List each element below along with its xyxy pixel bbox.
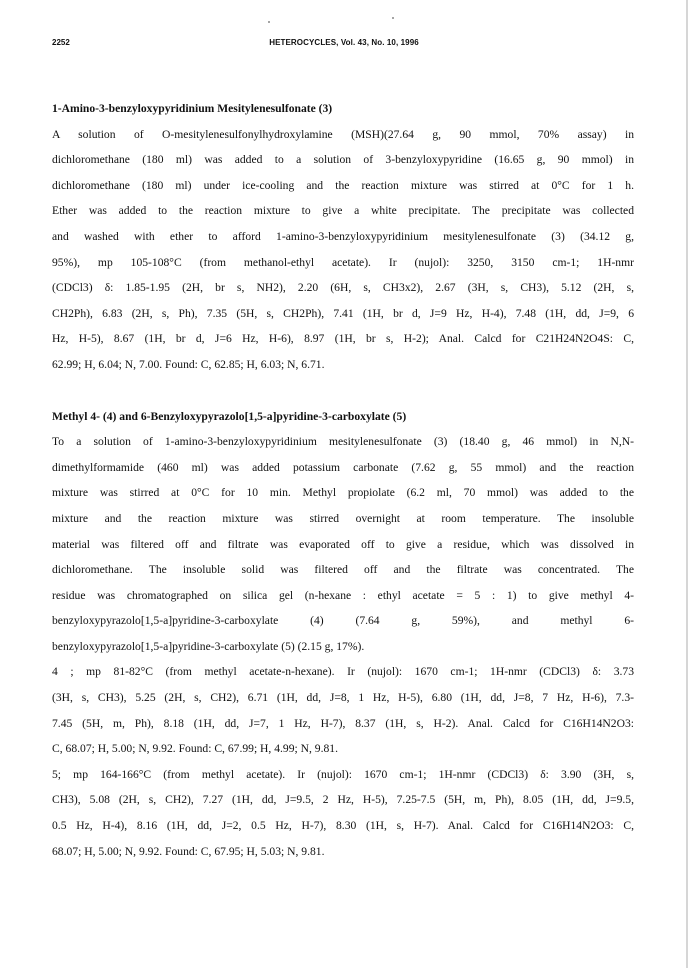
- paragraph-line: mixture was stirred at 0°C for 10 min. Methyl propiolate (6.2 ml, 70 mmol) was added to the: [52, 486, 634, 500]
- paragraph-line: dimethylformamide (460 ml) was added potassium carbonate (7.62 g, 55 mmol) and the reaction: [52, 460, 634, 474]
- paragraph-line: material was filtered off and filtrate was evaporated off to give a residue, which was dissolved in: [52, 537, 634, 551]
- paragraph-line: CH3), 5.08 (2H, s, CH2), 7.27 (1H, dd, J=9.5, 2 Hz, H-5), 7.25-7.5 (5H, m, Ph), 8.05 (1H, dd, J=9.5,: [52, 793, 634, 807]
- section-compound-3: [52, 96, 634, 378]
- paragraph-line: To a solution of 1-amino-3-benzyloxypyridinium mesitylenesulfonate (3) (18.40 g, 46 mmol) in N,N-: [52, 435, 634, 449]
- journal-citation: HETEROCYCLES, Vol. 43, No. 10, 1996: [269, 38, 419, 47]
- running-header: [52, 38, 636, 52]
- paragraph-line: and washed with ether to afford 1-amino-3-benzyloxypyridinium mesitylenesulfonate (3) (34.12 g,: [52, 229, 634, 243]
- paragraph-line: CH2Ph), 6.83 (2H, s, Ph), 7.35 (5H, s, CH2Ph), 7.41 (1H, br d, J=9 Hz, H-4), 7.48 (1H, dd, J=9, 6: [52, 306, 634, 320]
- paragraph-line: dichloromethane (180 ml) under ice-cooling and the reaction mixture was stirred at 0°C for 1 h.: [52, 178, 634, 192]
- paragraph-line: benzyloxypyrazolo[1,5-a]pyridine-3-carboxylate (5) (2.15 g, 17%).: [52, 639, 365, 653]
- paragraph-line: 0.5 Hz, H-4), 8.16 (1H, dd, J=2, 0.5 Hz, H-7), 8.30 (1H, s, H-7). Anal. Calcd for C16H14N2O3: C,: [52, 819, 634, 833]
- section-title: 1-Amino-3-benzyloxypyridinium Mesitylenesulfonate (3): [52, 102, 333, 115]
- paragraph-line: dichloromethane (180 ml) was added to a solution of 3-benzyloxypyridine (16.65 g, 90 mmol) in: [52, 153, 634, 167]
- paragraph-line: (3H, s, CH3), 5.25 (2H, s, CH2), 6.71 (1H, dd, J=8, 1 Hz, H-5), 6.80 (1H, dd, J=8, 7 Hz, H-6), 7.3-: [52, 691, 634, 705]
- paragraph-line: mixture and the reaction mixture was stirred overnight at room temperature. The insoluble: [52, 511, 634, 525]
- section-title: Methyl 4- (4) and 6-Benzyloxypyrazolo[1,5-a]pyridine-3-carboxylate (5): [52, 409, 407, 423]
- paragraph-line: 62.99; H, 6.04; N, 7.00. Found: C, 62.85; H, 6.03; N, 6.71.: [52, 357, 325, 371]
- paragraph-line: A solution of O-mesitylenesulfonylhydroxylamine (MSH)(27.64 g, 90 mmol, 70% assay) in: [52, 127, 634, 141]
- article-body: [52, 96, 634, 890]
- paragraph-line: C, 68.07; H, 5.00; N, 9.92. Found: C, 67.99; H, 4.99; N, 9.81.: [52, 742, 338, 756]
- paragraph-line: (CDCl3) δ: 1.85-1.95 (2H, br s, NH2), 2.20 (6H, s, CH3x2), 2.67 (3H, s, CH3), 5.12 (2H, s,: [52, 281, 634, 295]
- paragraph-line: Ether was added to the reaction mixture to give a white precipitate. The precipitate was collected: [52, 204, 634, 218]
- paragraph-line: Hz, H-5), 8.67 (1H, br d, J=6 Hz, H-6), 8.97 (1H, br s, H-2); Anal. Calcd for C21H24N2O4S: C,: [52, 332, 634, 346]
- paragraph-line: residue was chromatographed on silica gel (n-hexane : ethyl acetate = 5 : 1) to give methyl 4-: [52, 588, 634, 602]
- paragraph-line: dichloromethane. The insoluble solid was filtered off and the filtrate was concentrated. The: [52, 563, 634, 577]
- paragraph-line: benzyloxypyrazolo[1,5-a]pyridine-3-carboxylate (4) (7.64 g, 59%), and methyl 6-: [52, 614, 634, 628]
- paragraph-line: 95%), mp 105-108°C (from methanol-ethyl acetate). Ir (nujol): 3250, 3150 cm-1; 1H-nmr: [52, 255, 634, 269]
- page-number: 2252: [52, 38, 70, 47]
- section-compounds-4-5: [52, 404, 634, 865]
- scan-speck: [268, 21, 270, 23]
- paragraph-line: 68.07; H, 5.00; N, 9.92. Found: C, 67.95; H, 5.03; N, 9.81.: [52, 844, 325, 858]
- paragraph-line: 4 ; mp 81-82°C (from methyl acetate-n-hexane). Ir (nujol): 1670 cm-1; 1H-nmr (CDCl3) δ: 3.73: [52, 665, 634, 679]
- paragraph-line: 5; mp 164-166°C (from methyl acetate). Ir (nujol): 1670 cm-1; 1H-nmr (CDCl3) δ: 3.90 (3H, s,: [52, 767, 634, 781]
- paragraph-line: 7.45 (5H, m, Ph), 8.18 (1H, dd, J=7, 1 Hz, H-7), 8.37 (1H, s, H-2). Anal. Calcd for C16H14N2O3:: [52, 716, 634, 730]
- scan-speck: [392, 17, 394, 19]
